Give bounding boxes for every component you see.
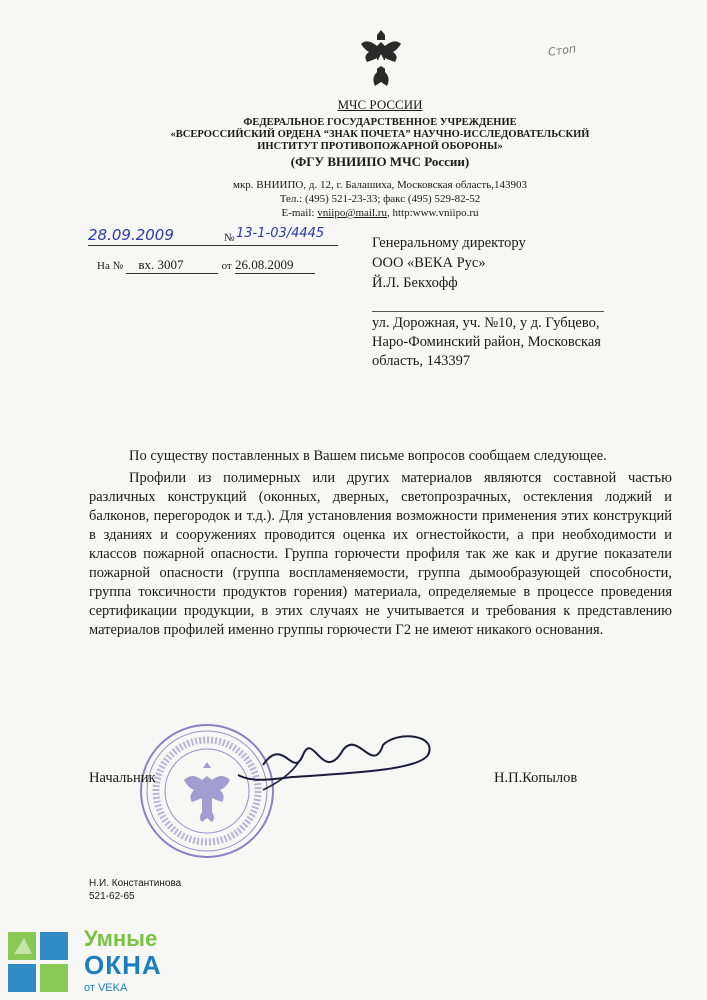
- email-link[interactable]: vniipo@mail.ru: [317, 207, 387, 219]
- recipient-line-2: ООО «ВЕКА Рус»: [372, 255, 486, 271]
- outgoing-date: 28.09.2009: [88, 226, 174, 244]
- email-label: E-mail:: [281, 207, 318, 219]
- paragraph-2: Профили из полимерных или других материалов являются составной частью различных конструкций (оконных, дверных, светопрозрачных, остекления лоджий и балконов, перегородок и т.д.). Для установления возможности применения этих конструкций в зданиях и сооружениях проводится оценка их огнестойкости, а при необходимости и классов пожарной опасности. Группа горючести профиля так же как и другие показатели пожарной опасности (группа воспламеняемости, группа дымообразующей способности, группа токсичности продуктов горения) материала, определяемые в процессе проведения сертификации продукции, в этих случаях не учитывается и требования к представлению материалов профилей именно группы горючести Г2 не имеют никакого основания.: [89, 470, 672, 638]
- org-phone: Тел.: (495) 521-23-33; факс (495) 529-82-52: [279, 193, 481, 205]
- recipient-address-1: ул. Дорожная, уч. №10, у д. Губцево,: [372, 315, 600, 331]
- executor-phone: 521-62-65: [89, 891, 135, 902]
- org-line-2: «ВСЕРОССИЙСКИЙ ОРДЕНА “ЗНАК ПОЧЕТА” НАУЧНО-ИССЛЕДОВАТЕЛЬСКИЙ: [170, 129, 590, 140]
- reply-label: На №: [97, 260, 124, 272]
- signer-position: Начальник: [89, 770, 156, 786]
- letter-body: [89, 447, 672, 640]
- ministry-name: МЧС РОССИИ: [337, 97, 423, 112]
- org-email-web: [180, 207, 580, 220]
- reply-from-label: от: [221, 260, 232, 272]
- reply-line: [97, 257, 315, 274]
- outgoing-number: 13-1-03/4445: [236, 226, 325, 241]
- recipient-address-2: Наро-Фоминский район, Московская: [372, 334, 601, 350]
- outgoing-underline: [88, 245, 338, 246]
- reply-date: 26.08.2009: [235, 257, 315, 274]
- corner-handwritten-mark: Стоп: [547, 42, 577, 59]
- web-address: , http:www.vniipo.ru: [386, 207, 479, 219]
- org-short-name: (ФГУ ВНИИПО МЧС России): [290, 154, 470, 169]
- watermark-line-2: ОКНА: [84, 950, 162, 980]
- org-line-3: ИНСТИТУТ ПРОТИВОПОЖАРНОЙ ОБОРОНЫ»: [257, 141, 503, 152]
- watermark-line-1: Умные: [84, 926, 158, 951]
- executor-name: Н.И. Константинова: [89, 878, 182, 889]
- outgoing-num-label: №: [224, 232, 235, 244]
- paragraph-1: По существу поставленных в Вашем письме вопросов сообщаем следующее.: [129, 448, 607, 464]
- org-line-1: ФЕДЕРАЛЬНОЕ ГОСУДАРСТВЕННОЕ УЧРЕЖДЕНИЕ: [243, 117, 517, 128]
- emchs-emblem-icon: [357, 28, 405, 90]
- watermark-line-3: от VEKA: [84, 982, 128, 994]
- recipient-line-3: Й.Л. Бекхофф: [372, 275, 458, 291]
- org-address: мкр. ВНИИПО, д. 12, г. Балашиха, Московская область,143903: [233, 179, 527, 191]
- reply-number: вх. 3007: [126, 257, 218, 274]
- signer-name: Н.П.Копылов: [494, 770, 578, 786]
- recipient-line-1: Генеральному директору: [372, 235, 526, 251]
- recipient-address-3: область, 143397: [372, 353, 471, 369]
- recipient-divider: [372, 311, 604, 312]
- umnye-okna-logo-icon: [4, 926, 74, 996]
- outgoing-line: [88, 226, 348, 248]
- handwritten-signature: [233, 725, 443, 795]
